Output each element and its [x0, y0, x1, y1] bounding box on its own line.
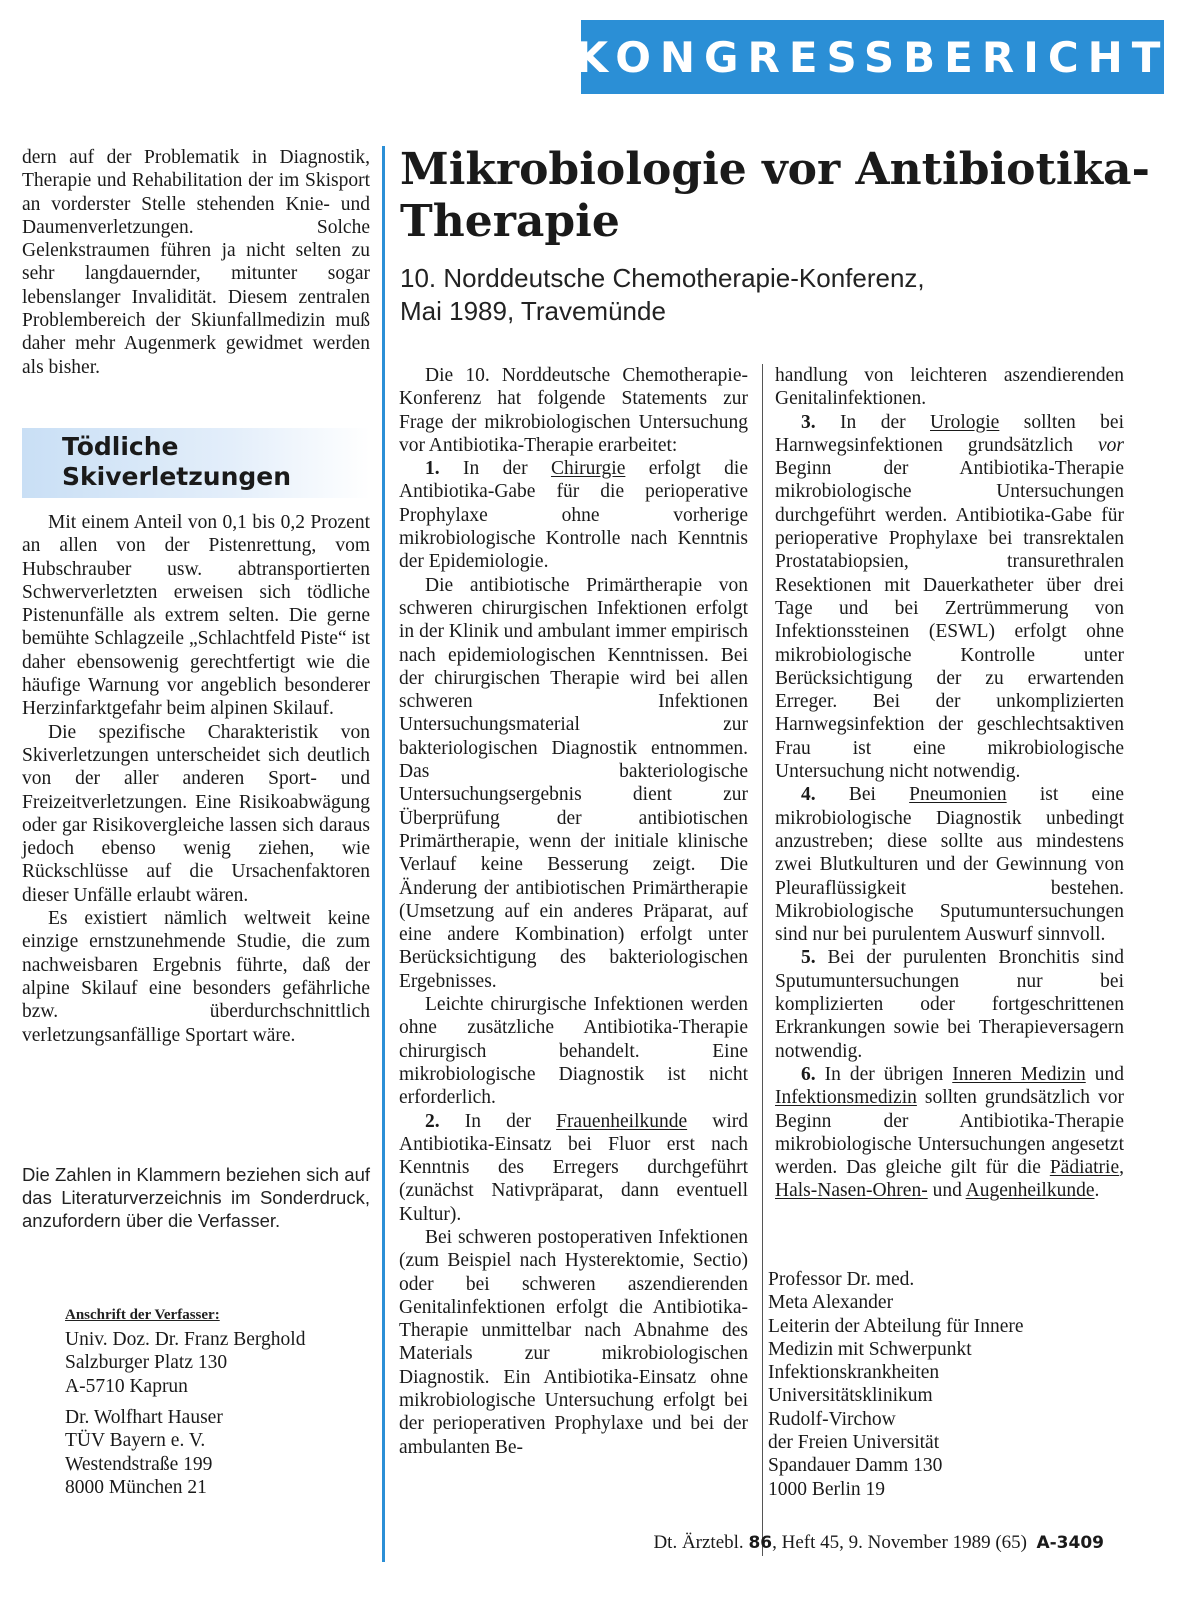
page-footer — [653, 1532, 1104, 1554]
address-label: Anschrift der Verfasser: — [65, 1307, 220, 1323]
mid-paragraph: Bei schweren postoperativen Infektionen (zum Beispiel nach Hysterektomie, Sectio) oder bei schweren aszendierenden Genitalinfektionen erfolgt die Antibiotika-Therapie unmittelbar nach Abnahme des Materials zur mikrobiologischen Diagnostik. Ein Antibiotika-Einsatz ohne mikrobiologische Untersuchung erfolgt bei der perioperativen Prophylaxe und bei der ambulanten Be- — [399, 1226, 748, 1458]
specialty-term: Infektionsmedizin — [775, 1087, 917, 1109]
specialty-term: Augenheilkunde — [965, 1180, 1095, 1202]
item-number: 6. — [801, 1063, 816, 1085]
specialty-term: Chirurgie — [550, 458, 626, 480]
address-line: Dr. Wolfhart Hauser — [65, 1407, 223, 1428]
specialty-term: Hals-Nasen-Ohren- — [775, 1180, 928, 1202]
text-run: In der — [815, 411, 931, 433]
address-line: TÜV Bayern e. V. — [65, 1430, 206, 1452]
column-divider-blue — [382, 146, 385, 1562]
signature-line: Infektionskrankheiten — [768, 1362, 940, 1384]
signature-line: Professor Dr. med. — [768, 1269, 915, 1290]
text-run: In der — [439, 458, 551, 480]
specialty-term: Inneren Medizin — [952, 1063, 1086, 1085]
mid-paragraph — [399, 457, 748, 573]
signature-line: der Freien Universität — [768, 1432, 940, 1454]
signature-line: Leiterin der Abteilung für Innere — [768, 1315, 1024, 1337]
left-subhead-line-2: Skiverletzungen — [62, 462, 292, 491]
address-line: Salzburger Platz 130 — [65, 1352, 228, 1374]
signature-line: Rudolf-Virchow — [768, 1408, 896, 1430]
address-line: A-5710 Kaprun — [65, 1375, 188, 1397]
address-line: 8000 München 21 — [65, 1476, 207, 1498]
article-subline — [400, 262, 1160, 328]
left-paragraph: Mit einem Anteil von 0,1 bis 0,2 Prozent an allen von der Pistenrettung, vom Hubschrauber usw. abtransportierten Schwerverletzten erweisen sich tödliche Pistenunfälle als extrem selten. Die gerne bemühte Schlagzeile „Schlachtfeld Piste“ ist daher ebensowenig gerechtfertigt wie die häufige Warnung vor angeblich besonderer Herzinfarktgefahr beim alpinen Skilauf. — [22, 512, 370, 720]
footer-page-number: A-3409 — [1036, 1533, 1104, 1553]
left-intro-paragraph: dern auf der Problematik in Diagnostik, Therapie und Rehabilitation der im Skisport an vorderster Stelle stehenden Knie- und Daumenverletzungen. Solche Gelenkstraumen führen ja nicht selten zu sehr langdauernder, mitunter sogar lebenslanger Invalidität. Diesem zentralen Problembereich der Skiunfallmedizin muß daher mehr Augenmerk gewidmet werden als bisher. — [22, 147, 370, 378]
footer-issue: , Heft 45, 9. November 1989 (65) — [772, 1532, 1027, 1553]
text-run: und — [1085, 1063, 1124, 1085]
item-number: 4. — [801, 784, 816, 806]
address-line: Westendstraße 199 — [65, 1453, 213, 1475]
mid-paragraph — [399, 1110, 748, 1226]
mid-paragraph: Leichte chirurgische Infektionen werden ohne zusätzliche Antibiotika-Therapie chirurgisch behandelt. Eine mikrobiologische Diagnostik ist nicht erforderlich. — [399, 994, 748, 1109]
footer-volume: 86 — [748, 1533, 773, 1553]
signature-line: Spandauer Damm 130 — [768, 1455, 943, 1477]
text-run: Bei — [815, 784, 910, 806]
text-run: erfolgt die Antibiotika-Gabe für die perioperative Prophylaxe ohne vorherige mikrobiologische Kontrolle nach Kenntnis der Epidemiologie. — [399, 458, 748, 573]
subline-line-2: Mai 1989, Travemünde — [400, 296, 666, 326]
left-column-body — [22, 511, 370, 1047]
text-run: In der — [439, 1110, 557, 1132]
right-paragraph — [775, 946, 1124, 1062]
text-run: In der übrigen — [815, 1063, 953, 1085]
left-subhead-line-1: Tödliche — [62, 432, 179, 461]
text-run: , — [1119, 1157, 1124, 1179]
signature-line: Medizin mit Schwerpunkt — [768, 1338, 972, 1360]
right-paragraph — [775, 411, 1124, 784]
text-run: wird Antibiotika-Einsatz bei Fluor erst nach Kenntnis des Erregers durchgeführt (zunächst Nativpräparat, dann eventuell Kultur). — [399, 1110, 748, 1225]
footer-journal: Dt. Ärztebl. — [653, 1532, 749, 1553]
left-subhead — [62, 432, 362, 492]
right-paragraph: handlung von leichteren aszendierenden Genitalinfektionen. — [775, 365, 1124, 410]
item-number: 1. — [425, 458, 440, 480]
text-run: und — [927, 1180, 966, 1202]
author-address-2 — [65, 1406, 375, 1499]
left-paragraph: Es existiert nämlich weltweit keine einzige ernstzunehmende Studie, die zum nachweisbaren Ergebnis führte, daß der alpine Skilauf eine besonders gefährliche bzw. überdurchschnittlich verletzungsanfällige Sportart wäre. — [22, 908, 370, 1046]
left-paragraph: Die spezifische Charakteristik von Skiverletzungen unterscheidet sich deutlich von der aller anderen Sport- und Freizeitverletzungen. Eine Risikoabwägung oder gar Risikovergleiche lassen sich daraus jedoch ebenso wenig ziehen, wie Rückschlüsse auf die Ursachenfaktoren dieser Unfälle erlaubt wären. — [22, 721, 370, 906]
author-address-1 — [65, 1328, 375, 1398]
column-divider — [762, 364, 763, 1556]
references-note: Die Zahlen in Klammern beziehen sich auf das Literaturverzeichnis im Sonderdruck, anzufordern über die Verfasser. — [22, 1164, 370, 1231]
right-paragraph — [775, 1063, 1124, 1203]
middle-column — [399, 364, 748, 1459]
specialty-term: Pädiatrie — [1049, 1157, 1120, 1179]
right-paragraph — [775, 783, 1124, 946]
signature-line: 1000 Berlin 19 — [768, 1478, 885, 1500]
text-run: Bei der purulenten Bronchitis sind Sputumuntersuchungen nur bei komplizierten oder fortgeschrittenen Erkrankungen sowie bei Therapieversagern notwendig. — [775, 947, 1124, 1062]
item-number: 2. — [425, 1110, 440, 1132]
item-number: 5. — [801, 947, 816, 969]
specialty-term: Pneumonien — [909, 784, 1007, 806]
section-banner: KONGRESSBERICHT — [581, 20, 1164, 94]
text-run: Beginn der Antibiotika-Therapie mikrobiologische Untersuchungen durchgeführt werden. Antibiotika-Gabe für perioperative Prophylaxe bei transrektalen Prostatabiopsien, transurethralen Resektionen mit Dauerkatheter über drei Tage und bei Zertrümmerung von Infektionssteinen (ESWL) erfolgt ohne mikrobiologische Kontrolle unter Berücksichtigung der zu erwartenden Erreger. Bei der unkomplizierten Harnwegsinfektion der geschlechtsaktiven Frau ist eine mikrobiologische Untersuchung nicht notwendig. — [775, 458, 1124, 783]
signature-line: Universitätsklinikum — [768, 1385, 933, 1407]
address-line: Univ. Doz. Dr. Franz Berghold — [65, 1329, 306, 1350]
text-run: ist eine mikrobiologische Diagnostik unbedingt anzustreben; diese sollte aus mindestens zwei Blutkulturen und der Gewinnung von Pleuraflüssigkeit bestehen. Mikrobiologische Sputumuntersuchungen sind nur bei purulentem Auswurf sinnvoll. — [775, 784, 1124, 946]
mid-paragraph: Die 10. Norddeutsche Chemotherapie-Konferenz hat folgende Statements zur Frage der mikrobiologischen Untersuchung vor Antibiotika-Therapie erarbeitet: — [399, 365, 748, 456]
right-column — [775, 364, 1124, 1203]
text-run: sollten bei Harnwegsinfektionen grundsätzlich — [775, 411, 1124, 456]
text-run: sollten grundsätzlich vor Beginn der Antibiotika-Therapie mikrobiologische Untersuchungen angesetzt werden. Das gleiche gilt für die — [775, 1087, 1124, 1179]
author-signature — [768, 1268, 1148, 1501]
left-column-intro — [22, 146, 370, 379]
article-headline: Mikrobiologie vor Antibiotika-Therapie — [400, 144, 1150, 247]
text-run: . — [1094, 1180, 1100, 1202]
mid-paragraph: Die antibiotische Primärtherapie von schweren chirurgischen Infektionen erfolgt in der Klinik und ambulant immer empirisch nach epidemiologischen Kenntnissen. Bei der chirurgischen Therapie wird bei allen schweren Infektionen Untersuchungsmaterial zur bakteriologischen Diagnostik entnommen. Das bakteriologische Untersuchungsergebnis dient zur Überprüfung der antibiotischen Primärtherapie, wenn der initiale klinische Verlauf keine Besserung zeigt. Die Änderung der antibiotischen Primärtherapie (Umsetzung auf ein anderes Präparat, auf eine andere Kombination) erfolgt unter Berücksichtigung des bakteriologischen Ergebnisses. — [399, 574, 748, 992]
specialty-term: Urologie — [930, 411, 1000, 433]
subline-line-1: 10. Norddeutsche Chemotherapie-Konferenz, — [400, 263, 925, 293]
signature-line: Meta Alexander — [768, 1292, 894, 1314]
emphasis: vor — [1098, 434, 1124, 456]
specialty-term: Frauenheilkunde — [556, 1110, 688, 1132]
item-number: 3. — [801, 411, 816, 433]
